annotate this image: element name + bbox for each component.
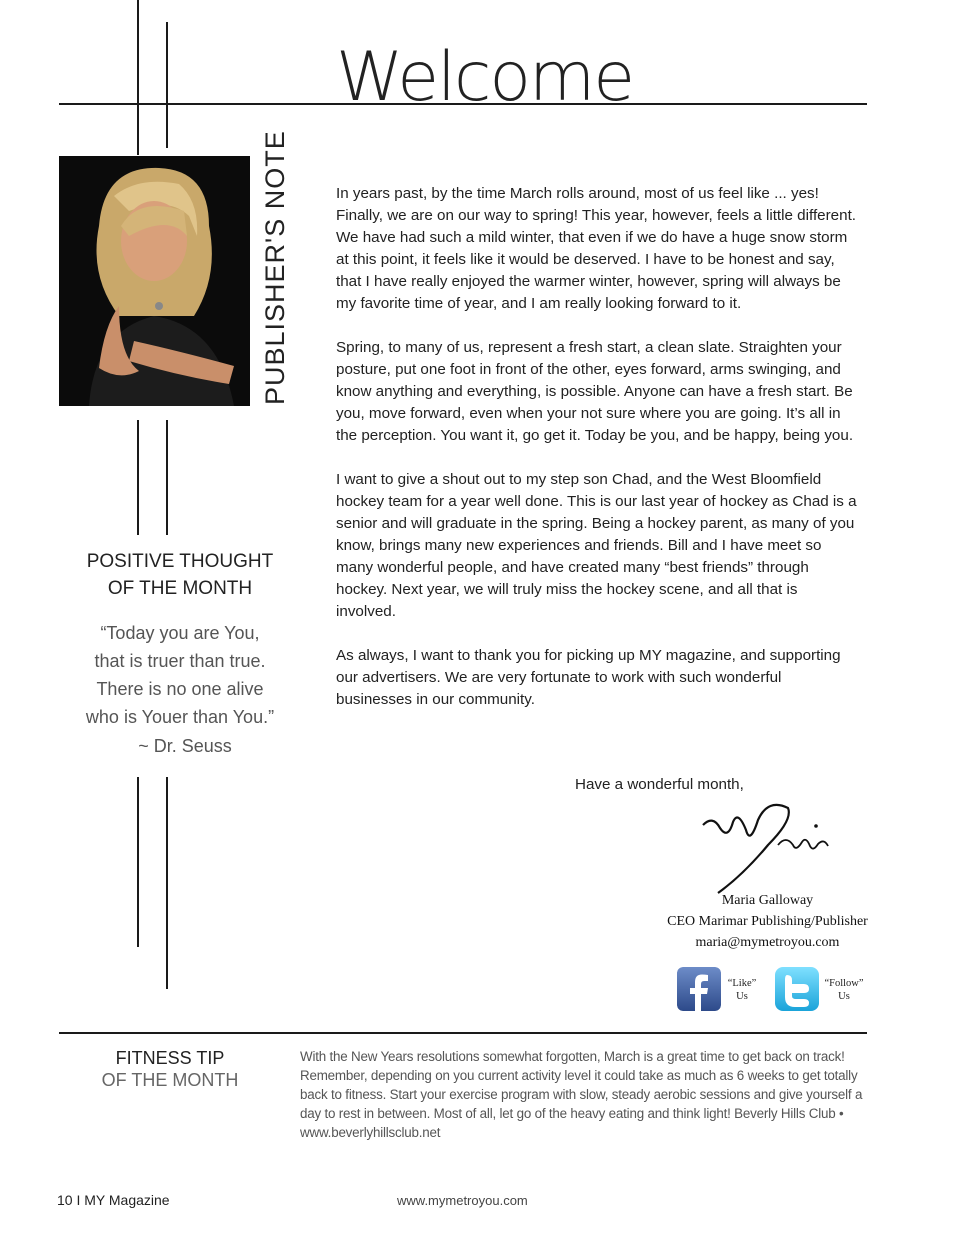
signer-name: Maria Galloway bbox=[721, 893, 814, 908]
quote-author: ~ Dr. Seuss bbox=[138, 736, 232, 756]
quote-line: “Today you are You, bbox=[100, 623, 260, 643]
letter-paragraph: I want to give a shout out to my step son Chad, and the West Bloomfield hockey team for a year well done. This is our last year of hockey as Chad is a senior and will graduate in the spring. Being a hockey parent, as many of you know, brings many new experiences and friends. Bill and I have meet so many wonderful people, and have created many “best friends” through hockey. Next year, we will truly miss the hockey scene, and all that is involved. bbox=[336, 471, 857, 620]
quote-line: There is no one alive bbox=[96, 679, 264, 699]
twitter-icon bbox=[775, 967, 819, 1011]
facebook-label[interactable] bbox=[722, 977, 762, 1003]
positive-thought-heading bbox=[70, 548, 290, 602]
handwritten-signature bbox=[698, 800, 833, 900]
letter-paragraph: Spring, to many of us, represent a fresh start, a clean slate. Straighten your posture, put one foot in front of the other, eyes forward, arms swinging, and know anything and everything, is possible. Anyone can have a fresh start. Be you, move forward, even when your not sure where you are going. It’s all in the perception. You want it, go get it. Today be you, and be happy, being you. bbox=[336, 339, 854, 444]
label-line: Us bbox=[736, 991, 748, 1002]
letter-paragraph: In years past, by the time March rolls around, most of us feel like ... yes! Finally, we are on our way to spring! This year, however, feels a little different. We have had such a mild winter, that even if we do have a huge snow storm at this point, it feels like it would be deserved. I have to be honest and say, that I have really enjoyed the warmer winter, however, spring will always be my favorite time of year, and I am really looking forward to it. bbox=[336, 185, 857, 312]
twitter-link[interactable] bbox=[775, 967, 819, 1016]
page-number: 10 I MY Magazine bbox=[57, 1192, 170, 1208]
quote-line: who is Youer than You.” bbox=[85, 707, 275, 727]
signer-title: CEO Marimar Publishing/Publisher bbox=[667, 914, 868, 929]
section-label: PUBLISHER'S NOTE bbox=[260, 130, 290, 405]
heading-line: OF THE MONTH bbox=[107, 578, 253, 599]
twitter-label[interactable] bbox=[818, 977, 870, 1003]
letter-body bbox=[336, 183, 861, 733]
letter-closing: Have a wonderful month, bbox=[575, 776, 744, 793]
divider-line bbox=[166, 420, 168, 535]
fitness-tip-heading bbox=[70, 1047, 270, 1091]
facebook-link[interactable] bbox=[677, 967, 721, 1016]
label-line: “Like” bbox=[727, 978, 757, 989]
positive-thought-quote bbox=[70, 619, 290, 731]
heading-line: OF THE MONTH bbox=[101, 1070, 239, 1090]
label-line: “Follow” bbox=[824, 978, 864, 989]
section-rule bbox=[59, 1032, 867, 1034]
letter-paragraph: As always, I want to thank you for picking up MY magazine, and supporting our advertisers. We are very fortunate to work with such wonderful businesses in our community. bbox=[336, 647, 841, 708]
heading-line: FITNESS TIP bbox=[115, 1048, 225, 1068]
signer-email[interactable]: maria@mymetroyou.com bbox=[695, 935, 840, 950]
signature-block bbox=[660, 890, 875, 953]
label-line: Us bbox=[838, 991, 850, 1002]
fitness-tip-text: With the New Years resolutions somewhat forgotten, March is a great time to get back on track! Remember, depending on you current activity level it could take as much as 6 weeks to get totally back to fitness. Start your exercise program with slow, steady aerobic sessions and give yourself a day to rest in between. Most of all, let go of the heavy eating and think light! Beverly Hills Club • www.beverlyhillsclub.net bbox=[300, 1049, 863, 1140]
heading-line: POSITIVE THOUGHT bbox=[86, 551, 274, 572]
divider-line bbox=[137, 420, 139, 535]
divider-line bbox=[137, 777, 139, 947]
page-title: Welcome bbox=[336, 38, 634, 117]
divider-line bbox=[166, 22, 168, 148]
facebook-icon bbox=[677, 967, 721, 1011]
divider-line bbox=[137, 0, 139, 155]
quote-line: that is truer than true. bbox=[94, 651, 266, 671]
footer-website[interactable]: www.mymetroyou.com bbox=[397, 1193, 528, 1208]
publisher-photo bbox=[59, 156, 250, 406]
divider-line bbox=[166, 777, 168, 989]
